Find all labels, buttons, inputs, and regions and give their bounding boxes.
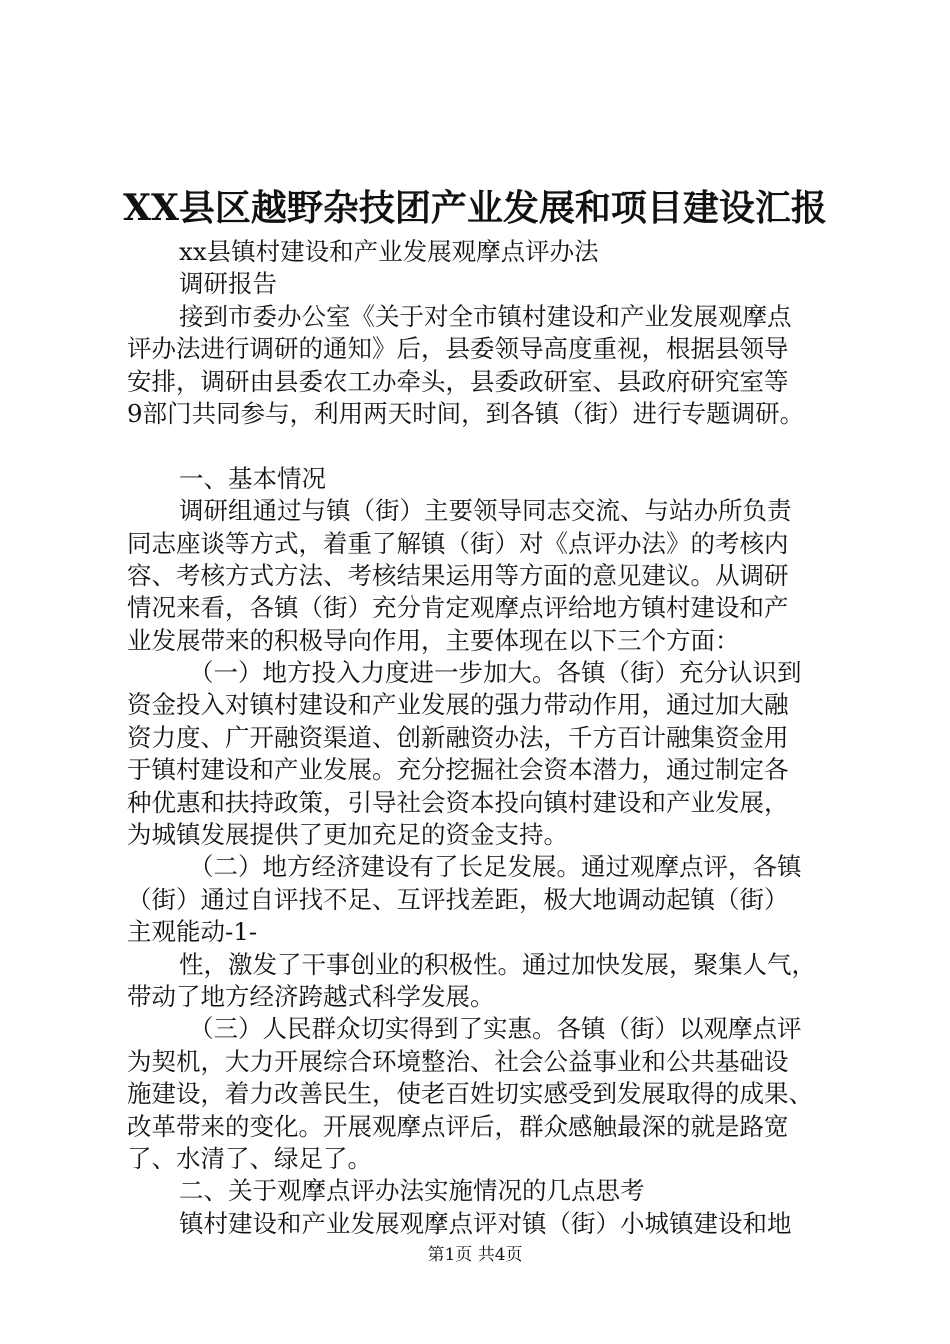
text-line: 为契机，大力开展综合环境整治、社会公益事业和公共基础设 [127,1046,789,1076]
text-line: 业发展带来的积极导向作用，主要体现在以下三个方面： [127,625,740,655]
text-line: 容、考核方式方法、考核结果运用等方面的意见建议。从调研 [127,560,789,590]
document-title: XX县区越野杂技团产业发展和项目建设汇报 [123,187,827,229]
text-line: 情况来看，各镇（街）充分肯定观摩点评给地方镇村建设和产 [127,593,789,623]
text-line: （三）人民群众切实得到了实惠。各镇（街）以观摩点评 [189,1014,802,1044]
text-line: 镇村建设和产业发展观摩点评对镇（街）小城镇建设和地 [179,1208,792,1238]
text-line: （二）地方经济建设有了长足发展。通过观摩点评，各镇 [189,852,802,882]
text-line: 9部门共同参与，利用两天时间，到各镇（街）进行专题调研。 [127,398,805,428]
text-line: 了、水清了、绿足了。 [127,1143,372,1173]
text-line: 改革带来的变化。开展观摩点评后，群众感触最深的就是路宽 [127,1111,789,1141]
text-line: 评办法进行调研的通知》后，县委领导高度重视，根据县领导 [127,334,789,364]
text-line: 调研报告 [179,269,277,299]
document-body [127,236,847,1240]
text-line: 调研组通过与镇（街）主要领导同志交流、与站办所负责 [179,496,792,526]
text-line: 接到市委办公室《关于对全市镇村建设和产业发展观摩点 [179,301,792,331]
text-line: 同志座谈等方式，着重了解镇（街）对《点评办法》的考核内 [127,528,789,558]
text-line: 施建设，着力改善民生，使老百姓切实感受到发展取得的成果、 [127,1079,813,1109]
text-line: 一、基本情况 [179,463,326,493]
paragraph-gap [127,430,847,462]
text-line: 于镇村建设和产业发展。充分挖掘社会资本潜力，通过制定各 [127,755,789,785]
text-line: （街）通过自评找不足、互评找差距，极大地调动起镇（街） [127,884,789,914]
page-footer: 第1页 共4页 [427,1245,523,1265]
text-line: 主观能动-1- [127,917,258,947]
text-line: 种优惠和扶持政策，引导社会资本投向镇村建设和产业发展， [127,787,789,817]
text-line: 资力度、广开融资渠道、创新融资办法，千方百计融集资金用 [127,722,789,752]
text-line: 安排，调研由县委农工办牵头，县委政研室、县政府研究室等 [127,366,789,396]
text-line: xx县镇村建设和产业发展观摩点评办法 [179,237,599,266]
text-line: （一）地方投入力度进一步加大。各镇（街）充分认识到 [189,658,802,688]
text-line: 二、关于观摩点评办法实施情况的几点思考 [179,1176,645,1206]
text-line: 性，激发了干事创业的积极性。通过加快发展，聚集人气， [179,949,816,979]
text-line: 资金投入对镇村建设和产业发展的强力带动作用，通过加大融 [127,690,789,720]
text-line: 为城镇发展提供了更加充足的资金支持。 [127,820,568,850]
text-line: 带动了地方经济跨越式科学发展。 [127,981,495,1011]
